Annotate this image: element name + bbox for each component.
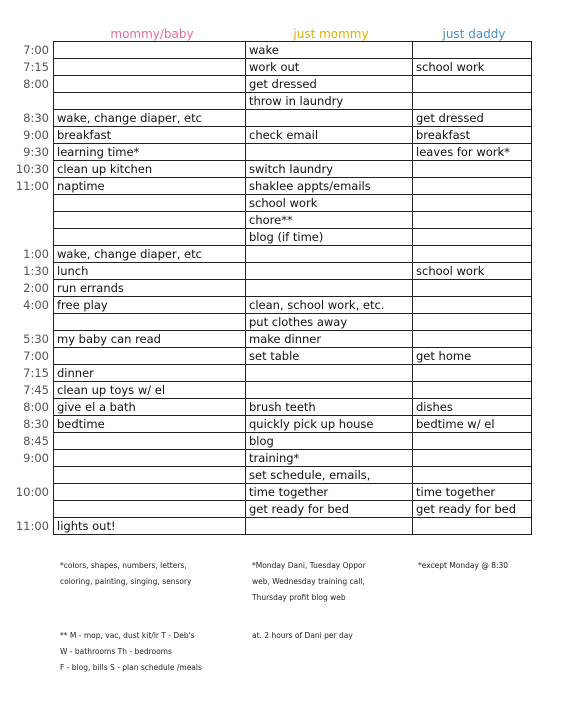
time-cell: 8:00	[23, 77, 49, 91]
time-cell: 7:45	[23, 383, 49, 397]
just-mommy-cell: school work	[246, 195, 413, 212]
just-daddy-cell	[413, 314, 532, 331]
just-mommy-cell	[246, 144, 413, 161]
mommy-baby-cell: naptime	[54, 178, 246, 195]
just-daddy-cell	[413, 195, 532, 212]
note-training	[252, 558, 366, 606]
schedule-body	[12, 42, 532, 535]
just-mommy-cell: blog (if time)	[246, 229, 413, 246]
time-cell: 10:30	[15, 162, 49, 176]
just-daddy-cell	[413, 297, 532, 314]
just-daddy-cell	[413, 450, 532, 467]
mommy-baby-cell: bedtime	[54, 416, 246, 433]
schedule-row	[12, 365, 532, 382]
mommy-baby-cell	[54, 93, 246, 110]
just-mommy-cell	[246, 382, 413, 399]
just-daddy-cell: time together	[413, 484, 532, 501]
just-mommy-cell: brush teeth	[246, 399, 413, 416]
just-daddy-cell	[413, 178, 532, 195]
just-daddy-cell	[413, 76, 532, 93]
just-mommy-cell: get ready for bed	[246, 501, 413, 518]
just-daddy-cell	[413, 382, 532, 399]
time-cell: 9:00	[23, 128, 49, 142]
mommy-baby-cell: clean up toys w/ el	[54, 382, 246, 399]
just-mommy-cell: set table	[246, 348, 413, 365]
mommy-baby-cell: wake, change diaper, etc	[54, 246, 246, 263]
mommy-baby-cell	[54, 42, 246, 59]
mommy-baby-cell	[54, 484, 246, 501]
note-chores	[60, 628, 202, 676]
schedule-row	[12, 127, 532, 144]
schedule-row	[12, 59, 532, 76]
note-line: web, Wednesday training call,	[252, 577, 365, 586]
note-line: ** M - mop, vac, dust kit/lr T - Deb's	[60, 631, 195, 640]
just-daddy-cell	[413, 229, 532, 246]
just-mommy-cell: training*	[246, 450, 413, 467]
mommy-baby-cell	[54, 314, 246, 331]
schedule-row	[12, 110, 532, 127]
schedule-row	[12, 195, 532, 212]
just-daddy-cell: breakfast	[413, 127, 532, 144]
time-cell: 1:30	[23, 264, 49, 278]
time-cell: 7:00	[23, 349, 49, 363]
schedule-row	[12, 144, 532, 161]
just-daddy-cell: get home	[413, 348, 532, 365]
schedule-row	[12, 518, 532, 535]
mommy-baby-cell: breakfast	[54, 127, 246, 144]
just-mommy-cell: quickly pick up house	[246, 416, 413, 433]
schedule-row	[12, 416, 532, 433]
note-line: *except Monday @ 8:30	[418, 561, 509, 570]
just-daddy-cell: get dressed	[413, 110, 532, 127]
header-mommy-baby: mommy/baby	[110, 27, 194, 41]
time-cell: 8:00	[23, 400, 49, 414]
time-cell	[12, 467, 54, 484]
just-mommy-cell: wake	[246, 42, 413, 59]
time-cell: 8:30	[23, 111, 49, 125]
just-daddy-cell	[413, 42, 532, 59]
header-just-daddy: just daddy	[442, 27, 506, 41]
mommy-baby-cell: free play	[54, 297, 246, 314]
time-cell: 1:00	[23, 247, 49, 261]
schedule-row	[12, 433, 532, 450]
mommy-baby-cell	[54, 229, 246, 246]
time-cell: 9:00	[23, 451, 49, 465]
time-cell: 7:15	[23, 60, 49, 74]
time-cell	[12, 93, 54, 110]
note-leaves-for-work	[418, 558, 508, 574]
just-mommy-cell	[246, 518, 413, 535]
note-line: *Monday Dani, Tuesday Oppor	[252, 561, 366, 570]
schedule-row	[12, 229, 532, 246]
time-cell: 9:30	[23, 145, 49, 159]
just-mommy-cell: put clothes away	[246, 314, 413, 331]
mommy-baby-cell	[54, 501, 246, 518]
just-daddy-cell	[413, 433, 532, 450]
header-just-mommy: just mommy	[293, 27, 369, 41]
mommy-baby-cell	[54, 195, 246, 212]
mommy-baby-cell: lunch	[54, 263, 246, 280]
mommy-baby-cell: lights out!	[54, 518, 246, 535]
just-mommy-cell	[246, 110, 413, 127]
mommy-baby-cell: dinner	[54, 365, 246, 382]
mommy-baby-cell: give el a bath	[54, 399, 246, 416]
schedule-row	[12, 467, 532, 484]
just-daddy-cell	[413, 331, 532, 348]
just-mommy-cell: shaklee appts/emails	[246, 178, 413, 195]
mommy-baby-cell: wake, change diaper, etc	[54, 110, 246, 127]
note-line: at. 2 hours of Dani per day	[252, 631, 353, 640]
just-daddy-cell	[413, 365, 532, 382]
mommy-baby-cell	[54, 212, 246, 229]
just-daddy-cell: school work	[413, 263, 532, 280]
time-cell	[12, 314, 54, 331]
time-cell: 4:00	[23, 298, 49, 312]
just-daddy-cell: school work	[413, 59, 532, 76]
schedule-row	[12, 212, 532, 229]
just-daddy-cell	[413, 161, 532, 178]
schedule-row	[12, 501, 532, 518]
schedule-row	[12, 382, 532, 399]
mommy-baby-cell: my baby can read	[54, 331, 246, 348]
just-mommy-cell	[246, 263, 413, 280]
time-cell	[12, 501, 54, 518]
time-cell: 5:30	[23, 332, 49, 346]
note-learning-time	[60, 558, 192, 590]
schedule-row	[12, 450, 532, 467]
just-mommy-cell: check email	[246, 127, 413, 144]
mommy-baby-cell	[54, 76, 246, 93]
just-mommy-cell: clean, school work, etc.	[246, 297, 413, 314]
time-cell	[12, 212, 54, 229]
schedule-row	[12, 178, 532, 195]
note-line: *colors, shapes, numbers, letters,	[60, 561, 187, 570]
just-mommy-cell: time together	[246, 484, 413, 501]
just-daddy-cell	[413, 518, 532, 535]
schedule-row	[12, 93, 532, 110]
time-cell: 7:00	[23, 43, 49, 57]
just-mommy-cell: throw in laundry	[246, 93, 413, 110]
schedule-row	[12, 161, 532, 178]
just-mommy-cell	[246, 365, 413, 382]
mommy-baby-cell: run errands	[54, 280, 246, 297]
time-cell: 11:00	[15, 179, 49, 193]
mommy-baby-cell	[54, 467, 246, 484]
time-cell: 2:00	[23, 281, 49, 295]
time-cell: 11:00	[15, 519, 49, 533]
schedule-row	[12, 263, 532, 280]
note-line: W - bathrooms Th - bedrooms	[60, 647, 172, 656]
schedule-row	[12, 246, 532, 263]
schedule-row	[12, 331, 532, 348]
mommy-baby-cell	[54, 59, 246, 76]
schedule-row	[12, 314, 532, 331]
note-line: Thursday profit blog web	[252, 593, 346, 602]
time-cell	[12, 229, 54, 246]
just-daddy-cell: bedtime w/ el	[413, 416, 532, 433]
just-daddy-cell: get ready for bed	[413, 501, 532, 518]
mommy-baby-cell	[54, 450, 246, 467]
just-mommy-cell: blog	[246, 433, 413, 450]
just-mommy-cell: set schedule, emails,	[246, 467, 413, 484]
mommy-baby-cell: clean up kitchen	[54, 161, 246, 178]
schedule-row	[12, 399, 532, 416]
time-cell	[12, 195, 54, 212]
note-blog	[252, 628, 353, 644]
just-mommy-cell: work out	[246, 59, 413, 76]
schedule-row	[12, 42, 532, 59]
schedule-row	[12, 297, 532, 314]
just-daddy-cell	[413, 467, 532, 484]
just-daddy-cell	[413, 280, 532, 297]
note-line: F - blog, bills S - plan schedule /meals	[60, 663, 202, 672]
just-mommy-cell: make dinner	[246, 331, 413, 348]
just-daddy-cell	[413, 93, 532, 110]
note-line: coloring, painting, singing, sensory	[60, 577, 192, 586]
just-daddy-cell: dishes	[413, 399, 532, 416]
just-mommy-cell: chore**	[246, 212, 413, 229]
time-cell: 8:45	[23, 434, 49, 448]
schedule-row	[12, 76, 532, 93]
time-cell: 10:00	[15, 485, 49, 499]
mommy-baby-cell	[54, 433, 246, 450]
just-mommy-cell: get dressed	[246, 76, 413, 93]
just-daddy-cell	[413, 246, 532, 263]
schedule-row	[12, 280, 532, 297]
just-mommy-cell	[246, 280, 413, 297]
just-daddy-cell	[413, 212, 532, 229]
time-cell: 7:15	[23, 366, 49, 380]
just-mommy-cell: switch laundry	[246, 161, 413, 178]
schedule-table	[12, 41, 532, 535]
time-cell: 8:30	[23, 417, 49, 431]
mommy-baby-cell	[54, 348, 246, 365]
mommy-baby-cell: learning time*	[54, 144, 246, 161]
just-mommy-cell	[246, 246, 413, 263]
just-daddy-cell: leaves for work*	[413, 144, 532, 161]
schedule-row	[12, 484, 532, 501]
schedule-row	[12, 348, 532, 365]
